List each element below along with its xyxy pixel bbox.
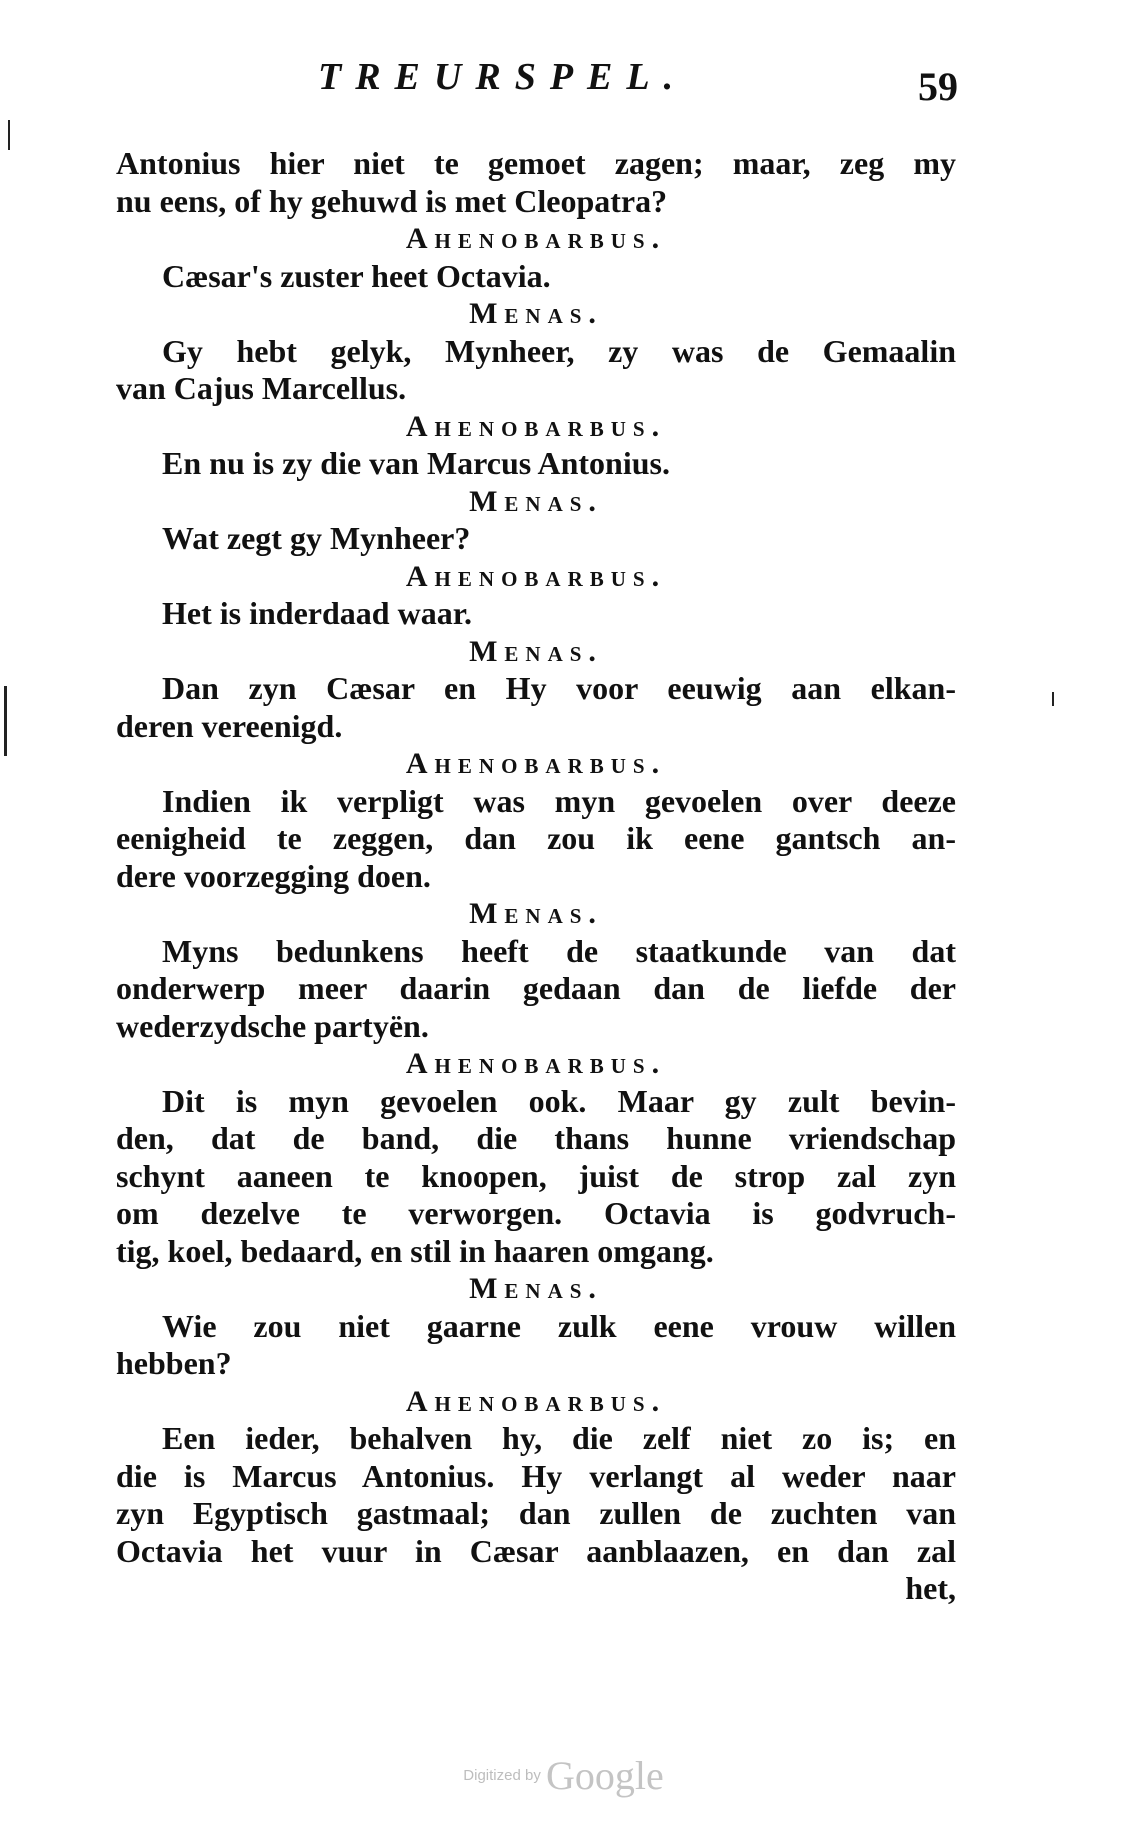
text-line: die is Marcus Antonius. Hy verlangt al weder naar xyxy=(116,1457,956,1494)
speaker-heading: Ahenobarbus. xyxy=(405,409,667,443)
text-line: tig, koel, bedaard, en stil in haaren omgang. xyxy=(116,1232,714,1269)
text-line: eenigheid te zeggen, dan zou ik eene gantsch an- xyxy=(116,820,956,856)
speaker-heading: Ahenobarbus. xyxy=(405,222,667,255)
speaker-heading: Ahenobarbus. xyxy=(405,1384,667,1418)
text-line: Cæsar's zuster heet Octavia. xyxy=(162,257,551,294)
running-head xyxy=(0,55,1127,109)
text-line: van Cajus Marcellus. xyxy=(116,370,407,406)
text-line: Wie zou niet gaarne zulk eene vrouw willen xyxy=(162,1307,956,1344)
speaker-heading: Ahenobarbus. xyxy=(405,1047,667,1080)
page-number: 59 xyxy=(918,64,958,109)
text-line: Het is inderdaad waar. xyxy=(162,595,472,631)
text-line: Wat zegt gy Mynheer? xyxy=(162,520,471,556)
text-line: hebben? xyxy=(116,1345,232,1381)
text-line: Gy hebt gelyk, Mynheer, zy was de Gemaalin xyxy=(162,332,956,369)
digitization-footer xyxy=(0,1752,1127,1799)
text-line: om dezelve te verworgen. Octavia is godvruch- xyxy=(116,1195,956,1231)
margin-mark xyxy=(1052,692,1054,706)
text-line: onderwerp meer daarin gedaan dan de liefde der xyxy=(116,970,956,1006)
text-line: nu eens, of hy gehuwd is met Cleopatra? xyxy=(116,182,668,219)
speaker-heading: Menas. xyxy=(469,484,603,518)
google-logo: Google xyxy=(545,1753,664,1798)
text-line: Dit is myn gevoelen ook. Maar gy zult bevin- xyxy=(162,1082,956,1119)
text-line: Een ieder, behalven hy, die zelf niet zo is; en xyxy=(162,1420,956,1456)
speaker-heading: Ahenobarbus. xyxy=(405,559,667,593)
text-line: Dan zyn Cæsar en Hy voor eeuwig aan elkan- xyxy=(162,670,956,706)
running-title: TREURSPEL. xyxy=(318,56,688,98)
margin-mark xyxy=(4,686,7,756)
text-line: den, dat de band, die thans hunne vriendschap xyxy=(116,1120,956,1156)
text-line: zyn Egyptisch gastmaal; dan zullen de zuchten van xyxy=(116,1495,956,1531)
speaker-heading: Menas. xyxy=(469,297,603,330)
text-line: wederzydsche partyën. xyxy=(116,1007,429,1044)
text-line: dere voorzegging doen. xyxy=(116,857,431,894)
text-line: het, xyxy=(905,1570,956,1606)
text-line: En nu is zy die van Marcus Antonius. xyxy=(162,445,670,481)
text-line: Indien ik verpligt was myn gevoelen over deeze xyxy=(162,782,956,819)
margin-mark xyxy=(8,120,10,150)
text-line: Antonius hier niet te gemoet zagen; maar, zeg my xyxy=(116,145,956,181)
digitized-label: Digitized by xyxy=(463,1767,541,1784)
speaker-heading: Ahenobarbus. xyxy=(405,747,667,780)
text-line: Octavia het vuur in Cæsar aanblaazen, en dan zal xyxy=(116,1532,956,1569)
dialogue-text xyxy=(116,145,956,1608)
text-line: schynt aaneen te knoopen, juist de strop zal zyn xyxy=(116,1157,956,1194)
text-line: Myns bedunkens heeft de staatkunde van dat xyxy=(162,932,956,969)
text-line: deren vereenigd. xyxy=(116,707,343,744)
speaker-heading: Menas. xyxy=(469,634,603,668)
speaker-heading: Menas. xyxy=(469,1272,603,1305)
speaker-heading: Menas. xyxy=(469,897,603,930)
